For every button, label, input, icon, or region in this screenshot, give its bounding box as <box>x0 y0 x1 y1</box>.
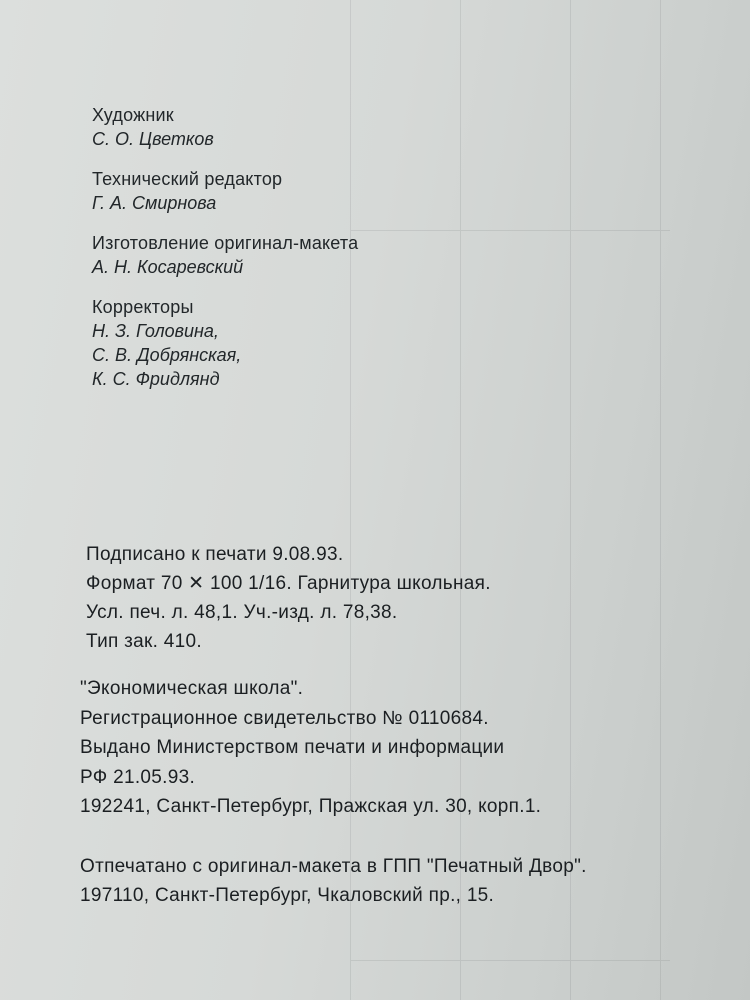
credit-technical-editor <box>92 167 358 215</box>
credit-role: Технический редактор <box>92 169 283 189</box>
credit-person: С. О. Цветков <box>92 129 214 149</box>
publisher-line: 192241, Санкт-Петербург, Пражская ул. 30, корп.1. <box>80 796 542 817</box>
credits-section <box>92 103 358 407</box>
credit-person: С. В. Добрянская, <box>92 345 242 365</box>
credit-role: Художник <box>92 105 174 125</box>
credit-person: К. С. Фридлянд <box>92 369 220 389</box>
publisher-line: РФ 21.05.93. <box>80 766 196 788</box>
print-details-line: Формат 70 ✕ 100 1/16. Гарнитура школьная. <box>86 573 491 594</box>
printer-line: Отпечатано с оригинал-макета в ГПП "Печатный Двор". <box>80 856 587 877</box>
print-details <box>86 540 491 656</box>
credit-artist <box>92 103 358 151</box>
publisher-line: Регистрационное свидетельство № 0110684. <box>80 707 489 729</box>
printer-line: 197110, Санкт-Петербург, Чкаловский пр., 15. <box>80 885 495 906</box>
credit-person: Г. А. Смирнова <box>92 193 217 213</box>
credit-proofreaders <box>92 295 358 391</box>
print-details-line: Тип зак. 410. <box>86 631 202 652</box>
print-details-line: Подписано к печати 9.08.93. <box>86 544 344 565</box>
credit-person: Н. З. Головина, <box>92 321 219 341</box>
printer-details <box>80 852 587 910</box>
publisher-line: Выдано Министерством печати и информации <box>80 737 505 758</box>
print-details-line: Усл. печ. л. 48,1. Уч.-изд. л. 78,38. <box>86 602 398 623</box>
publisher-line: "Экономическая школа". <box>80 678 304 699</box>
credit-person: А. Н. Косаревский <box>92 257 244 277</box>
publisher-details <box>80 674 541 822</box>
credit-role: Корректоры <box>92 297 194 317</box>
credit-layout-maker <box>92 231 358 279</box>
credit-role: Изготовление оригинал-макета <box>92 233 359 253</box>
